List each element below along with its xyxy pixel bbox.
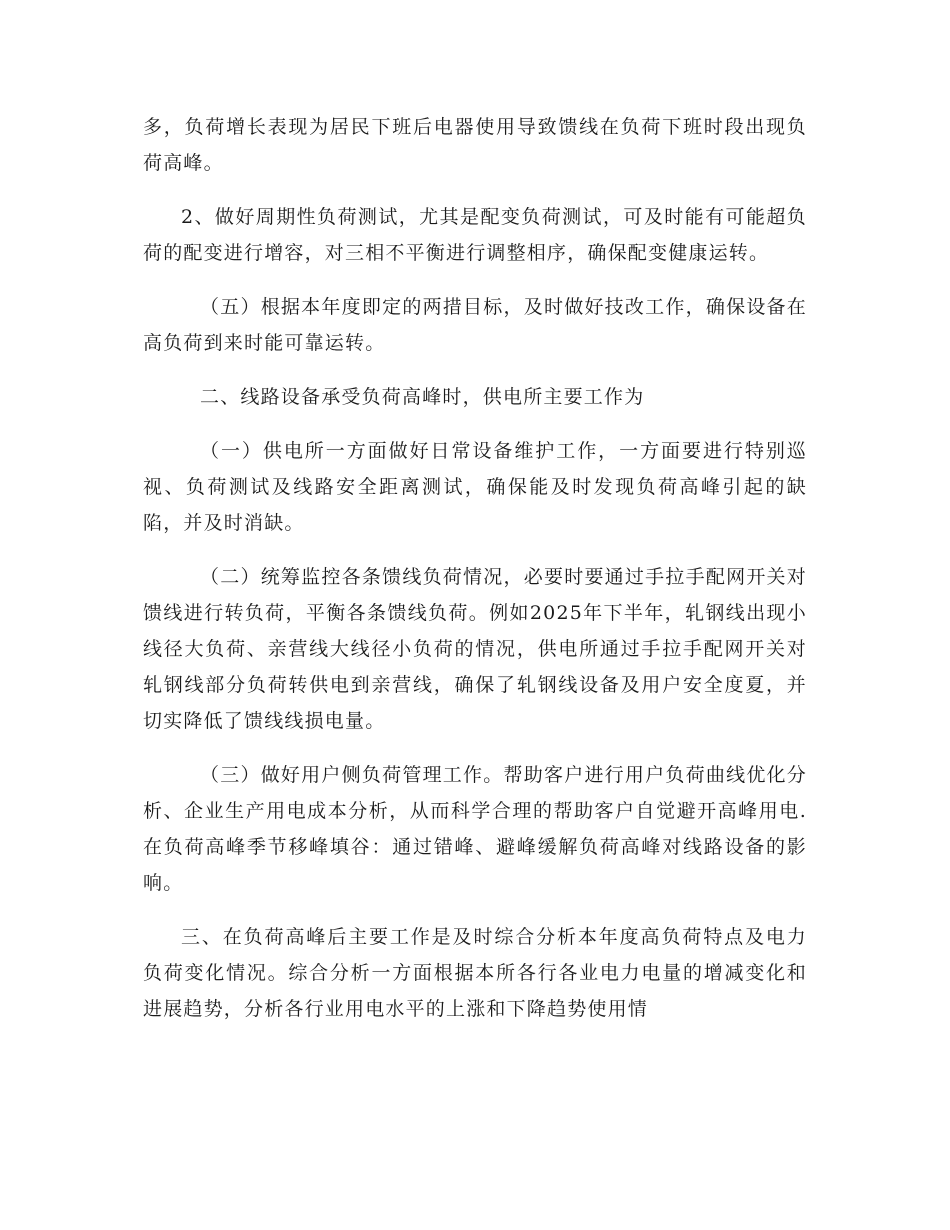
paragraph-continuation: 多，负荷增长表现为居民下班后电器使用导致馈线在负荷下班时段出现负荷高峰。 [143, 116, 807, 174]
paragraph-section-3: 三、在负荷高峰后主要工作是及时综合分析本年度高负荷特点及电力负荷变化情况。综合分析一方面根据本所各行各业电力电量的增减变化和进展趋势，分析各行业用电水平的上涨和下降趋势使用情 [143, 926, 807, 1020]
paragraph-section-5: （五）根据本年度即定的两措目标，及时做好技改工作，确保设备在高负荷到来时能可靠运转。 [143, 296, 807, 354]
paragraph-subsection-3: （三）做好用户侧负荷管理工作。帮助客户进行用户负荷曲线优化分析、企业生产用电成本分析，从而科学合理的帮助客户自觉避开高峰用电.在负荷高峰季节移峰填谷：通过错峰、避峰缓解负荷高峰对线路设备的影响。 [143, 764, 807, 894]
heading-section-2: 二、线路设备承受负荷高峰时，供电所主要工作为 [200, 386, 645, 408]
paragraph-item-2: 2、做好周期性负荷测试，尤其是配变负荷测试，可及时能有可能超负荷的配变进行增容，对三相不平衡进行调整相序，确保配变健康运转。 [143, 206, 807, 264]
document-body [143, 109, 807, 1045]
paragraph-subsection-1: （一）供电所一方面做好日常设备维护工作，一方面要进行特别巡视、负荷测试及线路安全距离测试，确保能及时发现负荷高峰引起的缺陷，并及时消缺。 [143, 440, 807, 534]
paragraph-subsection-2: （二）统筹监控各条馈线负荷情况，必要时要通过手拉手配网开关对馈线进行转负荷，平衡各条馈线负荷。例如2025年下半年，轧钢线出现小线径大负荷、亲营线大线径小负荷的情况，供电所通过手拉手配网开关对轧钢线部分负荷转供电到亲营线，确保了轧钢线设备及用户安全度夏，并切实降低了馈线线损电量。 [143, 566, 807, 732]
